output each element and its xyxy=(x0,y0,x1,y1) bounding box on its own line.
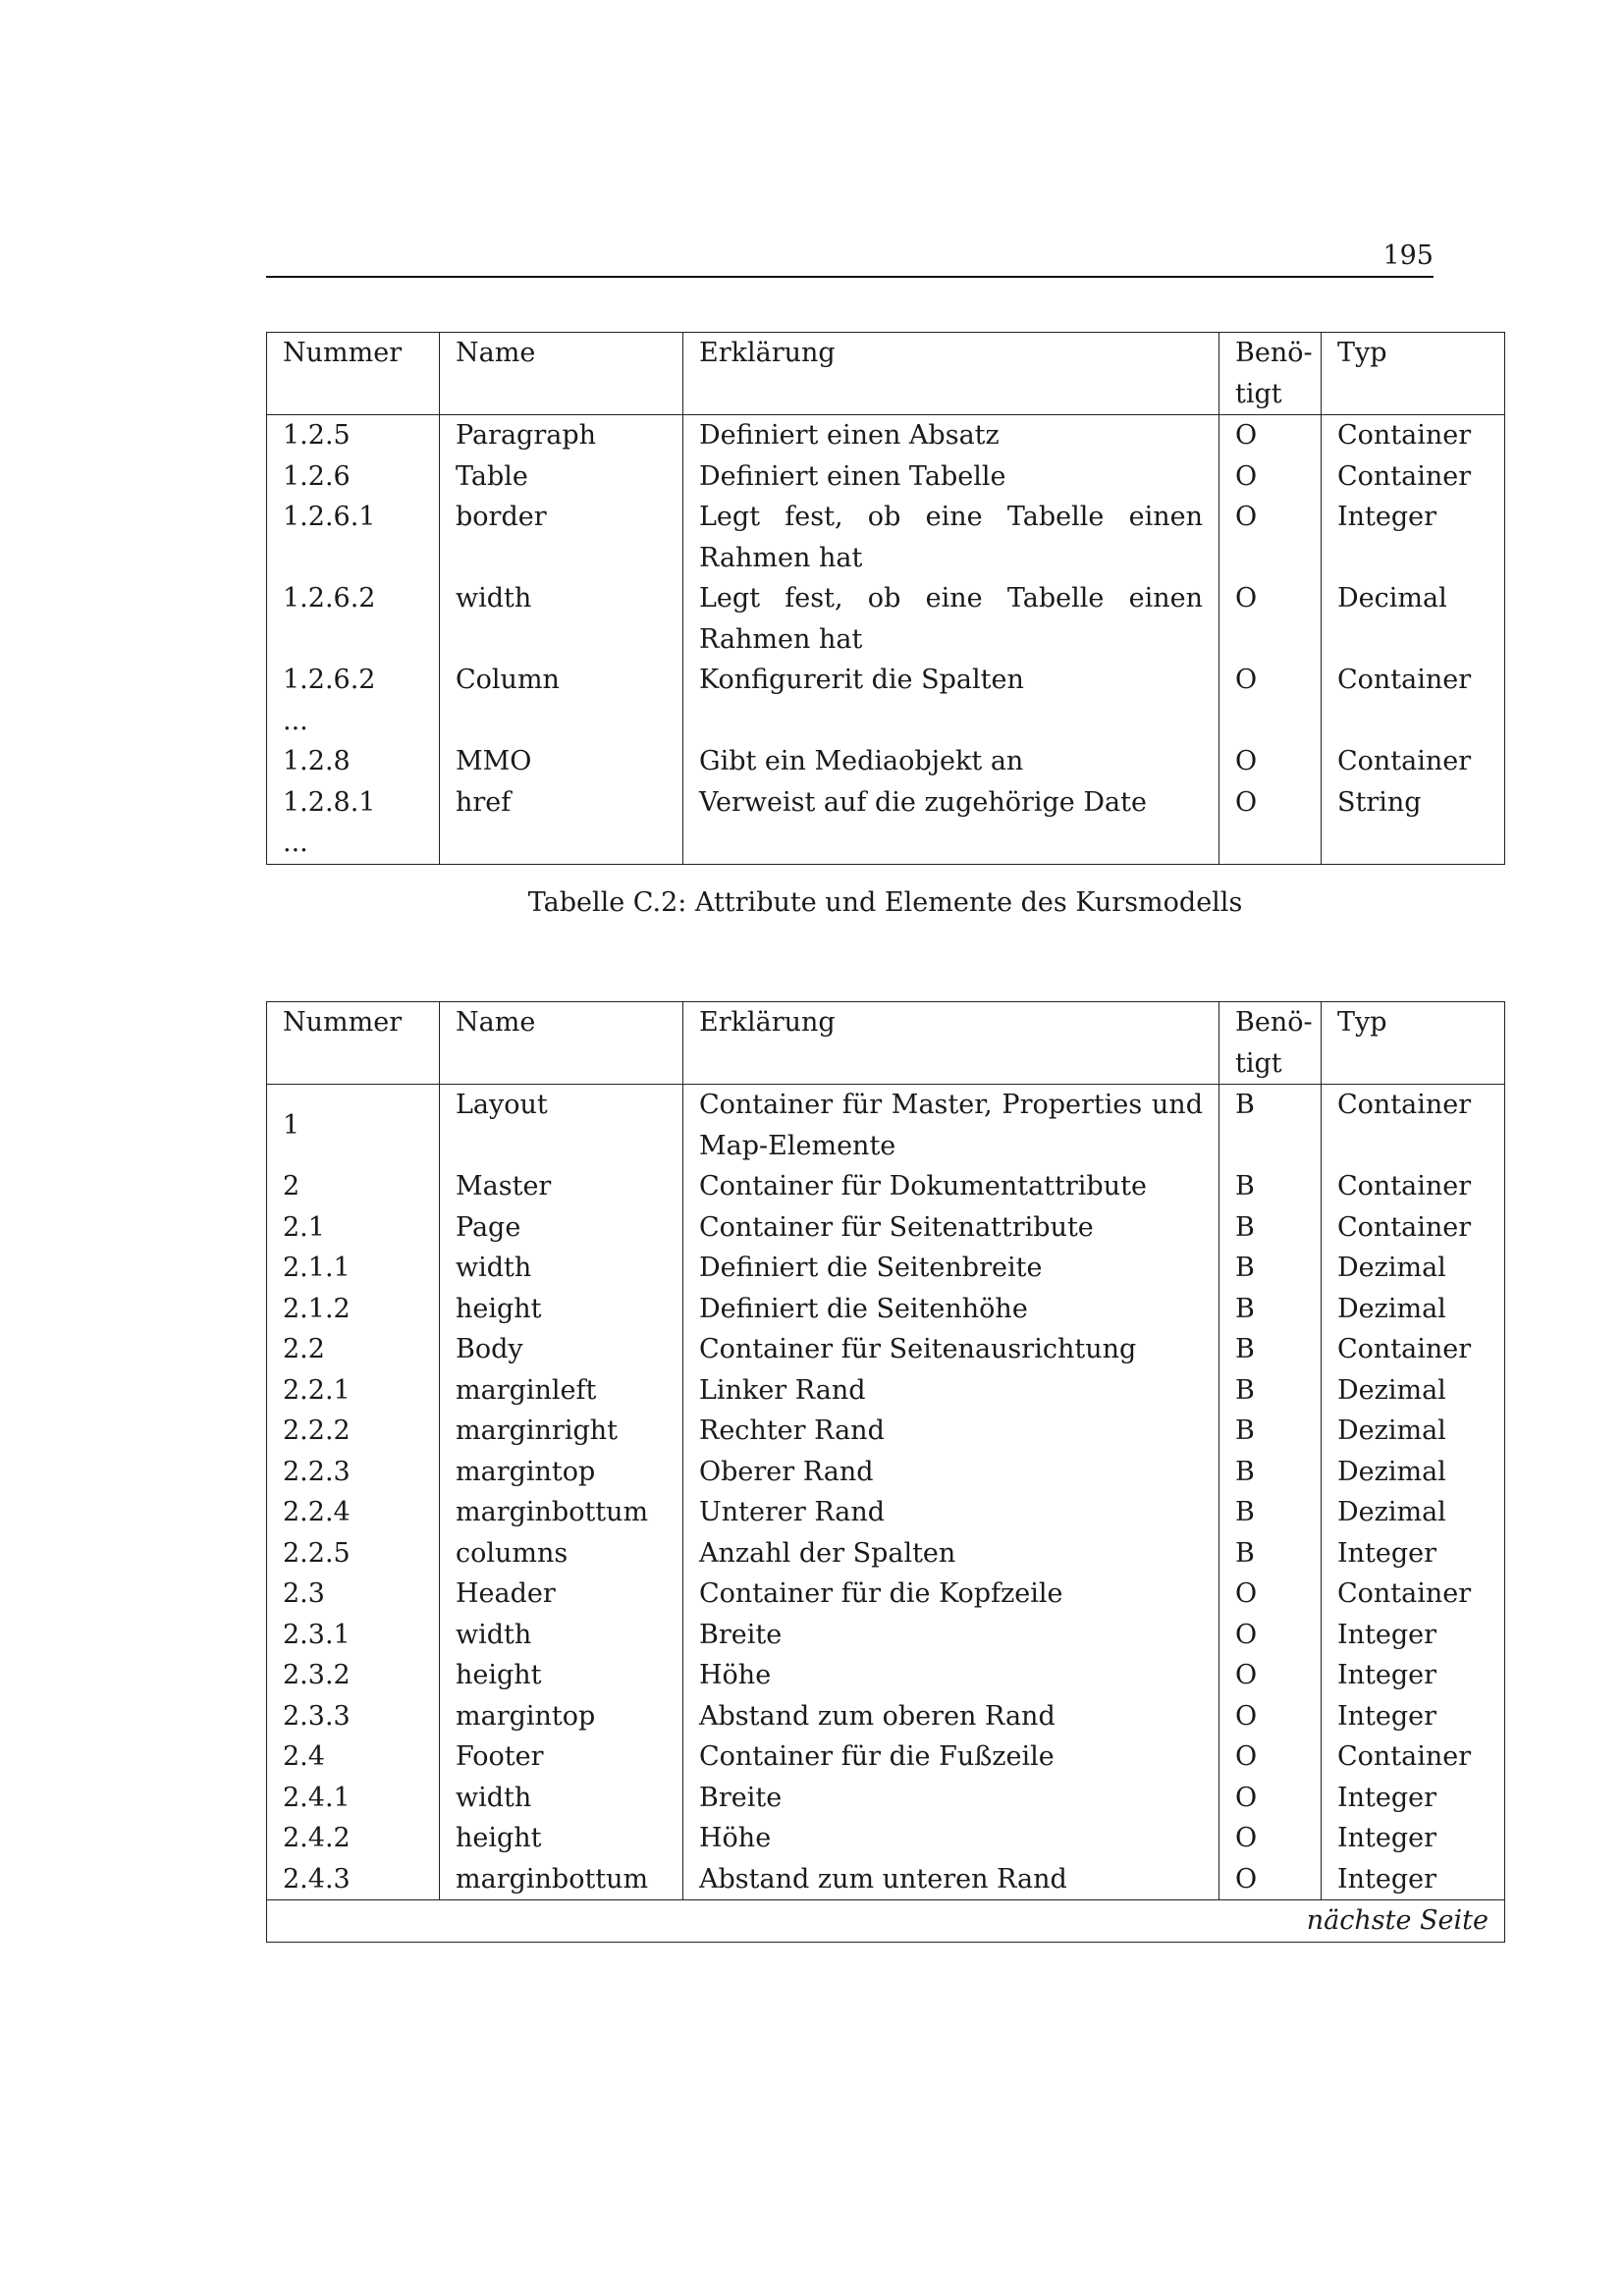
cell-name xyxy=(440,701,683,742)
cell-typ: Container xyxy=(1322,415,1505,456)
cell-nummer: 2.4.1 xyxy=(267,1778,440,1819)
cell-name: height xyxy=(440,1818,683,1859)
cell-name: Layout xyxy=(440,1085,683,1167)
cell-benoetigt: O xyxy=(1219,660,1322,701)
table-row xyxy=(267,1166,1505,1207)
cell-name: marginbottum xyxy=(440,1859,683,1900)
cell-typ: Container xyxy=(1322,456,1505,498)
header-name: Name xyxy=(440,333,683,415)
cell-erklaerung: Definiert einen Tabelle xyxy=(683,456,1219,498)
cell-typ: Dezimal xyxy=(1322,1452,1505,1493)
table-row xyxy=(267,660,1505,701)
table-row xyxy=(267,415,1505,456)
cell-erklaerung: Container für die Fußzeile xyxy=(683,1736,1219,1778)
cell-erklaerung: Container für Seitenattribute xyxy=(683,1207,1219,1249)
cell-name: width xyxy=(440,1248,683,1289)
cell-nummer: 2.1.1 xyxy=(267,1248,440,1289)
cell-typ xyxy=(1322,823,1505,864)
table-row xyxy=(267,701,1505,742)
cell-typ: Dezimal xyxy=(1322,1370,1505,1412)
header-nummer: Nummer xyxy=(267,1002,440,1085)
cell-name: margintop xyxy=(440,1452,683,1493)
table-row xyxy=(267,823,1505,864)
cell-erklaerung: Rechter Rand xyxy=(683,1411,1219,1452)
cell-typ: Dezimal xyxy=(1322,1492,1505,1533)
cell-nummer: 2.2.3 xyxy=(267,1452,440,1493)
cell-nummer: 2 xyxy=(267,1166,440,1207)
table-row xyxy=(267,1736,1505,1778)
cell-erklaerung: Unterer Rand xyxy=(683,1492,1219,1533)
cell-typ: Integer xyxy=(1322,1696,1505,1737)
continuation-note: nächste Seite xyxy=(267,1900,1505,1943)
cell-typ: Integer xyxy=(1322,497,1505,578)
cell-nummer: 1.2.8.1 xyxy=(267,782,440,824)
cell-nummer: 2.2.4 xyxy=(267,1492,440,1533)
table-row xyxy=(267,782,1505,824)
cell-typ: String xyxy=(1322,782,1505,824)
cell-benoetigt: B xyxy=(1219,1207,1322,1249)
cell-name: border xyxy=(440,497,683,578)
cell-benoetigt: B xyxy=(1219,1411,1322,1452)
cell-benoetigt: O xyxy=(1219,456,1322,498)
header-benoetigt xyxy=(1219,333,1322,415)
table-row xyxy=(267,1248,1505,1289)
table-row xyxy=(267,1452,1505,1493)
cell-nummer: 2.2.2 xyxy=(267,1411,440,1452)
cell-typ: Integer xyxy=(1322,1533,1505,1575)
header-benoetigt xyxy=(1219,1002,1322,1085)
table-row xyxy=(267,456,1505,498)
table-row xyxy=(267,578,1505,660)
header-erklaerung: Erklärung xyxy=(683,1002,1219,1085)
cell-typ: Integer xyxy=(1322,1818,1505,1859)
cell-name: height xyxy=(440,1289,683,1330)
cell-name: Footer xyxy=(440,1736,683,1778)
cell-typ xyxy=(1322,701,1505,742)
table-row xyxy=(267,1574,1505,1615)
cell-benoetigt: O xyxy=(1219,497,1322,578)
cell-name: height xyxy=(440,1655,683,1696)
cell-typ: Container xyxy=(1322,741,1505,782)
cell-erklaerung: Abstand zum unteren Rand xyxy=(683,1859,1219,1900)
cell-benoetigt: O xyxy=(1219,782,1322,824)
cell-benoetigt: O xyxy=(1219,578,1322,660)
table-row xyxy=(267,1696,1505,1737)
cell-typ: Container xyxy=(1322,1736,1505,1778)
cell-erklaerung: Definiert die Seitenbreite xyxy=(683,1248,1219,1289)
cell-typ: Integer xyxy=(1322,1615,1505,1656)
table-header-row xyxy=(267,1002,1505,1085)
table-caption: Tabelle C.2: Attribute und Elemente des Kursmodells xyxy=(527,887,1243,918)
cell-typ: Container xyxy=(1322,660,1505,701)
cell-nummer: 2.3 xyxy=(267,1574,440,1615)
cell-erklaerung: Legt fest, ob eine Tabelle einen Rahmen hat xyxy=(683,578,1219,660)
cell-benoetigt: O xyxy=(1219,1778,1322,1819)
cell-name: width xyxy=(440,1615,683,1656)
cell-nummer: 1.2.5 xyxy=(267,415,440,456)
cell-typ: Decimal xyxy=(1322,578,1505,660)
cell-benoetigt: B xyxy=(1219,1248,1322,1289)
cell-name: href xyxy=(440,782,683,824)
cell-typ: Container xyxy=(1322,1329,1505,1370)
cell-name xyxy=(440,823,683,864)
cell-benoetigt: O xyxy=(1219,1615,1322,1656)
cell-benoetigt xyxy=(1219,823,1322,864)
cell-name: MMO xyxy=(440,741,683,782)
cell-benoetigt: B xyxy=(1219,1085,1322,1167)
cell-typ: Integer xyxy=(1322,1655,1505,1696)
cell-nummer: 1.2.6 xyxy=(267,456,440,498)
header-benoetigt-line1: Benö- xyxy=(1235,338,1313,368)
cell-erklaerung: Breite xyxy=(683,1778,1219,1819)
cell-nummer: 2.4.2 xyxy=(267,1818,440,1859)
cell-erklaerung: Container für Seitenausrichtung xyxy=(683,1329,1219,1370)
cell-benoetigt: B xyxy=(1219,1492,1322,1533)
cell-erklaerung: Definiert einen Absatz xyxy=(683,415,1219,456)
cell-name: width xyxy=(440,1778,683,1819)
cell-erklaerung: Legt fest, ob eine Tabelle einen Rahmen hat xyxy=(683,497,1219,578)
cell-typ: Dezimal xyxy=(1322,1289,1505,1330)
header-nummer: Nummer xyxy=(267,333,440,415)
cell-name: margintop xyxy=(440,1696,683,1737)
table-row xyxy=(267,1492,1505,1533)
cell-typ: Container xyxy=(1322,1166,1505,1207)
attributes-table-2 xyxy=(266,1001,1505,1943)
header-typ: Typ xyxy=(1322,1002,1505,1085)
table-row xyxy=(267,1370,1505,1412)
cell-typ: Integer xyxy=(1322,1859,1505,1900)
cell-erklaerung: Container für die Kopfzeile xyxy=(683,1574,1219,1615)
attributes-table-1 xyxy=(266,332,1505,865)
cell-benoetigt: O xyxy=(1219,1859,1322,1900)
cell-benoetigt: B xyxy=(1219,1166,1322,1207)
cell-name: Column xyxy=(440,660,683,701)
table-row xyxy=(267,1655,1505,1696)
cell-nummer: 2.1.2 xyxy=(267,1289,440,1330)
cell-name: Paragraph xyxy=(440,415,683,456)
cell-nummer: 2.2 xyxy=(267,1329,440,1370)
table-header-row xyxy=(267,333,1505,415)
cell-nummer: 2.4.3 xyxy=(267,1859,440,1900)
cell-nummer: 2.4 xyxy=(267,1736,440,1778)
header-benoetigt-line2: tigt xyxy=(1235,378,1282,409)
cell-erklaerung: Gibt ein Mediaobjekt an xyxy=(683,741,1219,782)
cell-benoetigt: O xyxy=(1219,1818,1322,1859)
cell-benoetigt: B xyxy=(1219,1289,1322,1330)
cell-name: width xyxy=(440,578,683,660)
cell-nummer: 1.2.8 xyxy=(267,741,440,782)
cell-nummer: 2.1 xyxy=(267,1207,440,1249)
cell-nummer: 2.2.1 xyxy=(267,1370,440,1412)
cell-erklaerung xyxy=(683,823,1219,864)
cell-name: marginright xyxy=(440,1411,683,1452)
header-benoetigt-line2: tigt xyxy=(1235,1047,1282,1079)
cell-typ: Integer xyxy=(1322,1778,1505,1819)
table-row xyxy=(267,741,1505,782)
cell-name: Body xyxy=(440,1329,683,1370)
cell-erklaerung: Abstand zum oberen Rand xyxy=(683,1696,1219,1737)
cell-typ: Container xyxy=(1322,1085,1505,1167)
cell-typ: Dezimal xyxy=(1322,1411,1505,1452)
cell-benoetigt: B xyxy=(1219,1329,1322,1370)
cell-erklaerung: Höhe xyxy=(683,1655,1219,1696)
cell-name: Header xyxy=(440,1574,683,1615)
table-row xyxy=(267,1289,1505,1330)
cell-nummer: ... xyxy=(267,701,440,742)
cell-nummer: 1.2.6.1 xyxy=(267,497,440,578)
cell-erklaerung: Höhe xyxy=(683,1818,1219,1859)
cell-erklaerung: Oberer Rand xyxy=(683,1452,1219,1493)
table-row xyxy=(267,1818,1505,1859)
cell-benoetigt: O xyxy=(1219,741,1322,782)
cell-nummer: 1.2.6.2 xyxy=(267,578,440,660)
page-number: 195 xyxy=(1382,240,1434,271)
cell-benoetigt xyxy=(1219,701,1322,742)
continuation-row xyxy=(267,1900,1505,1943)
cell-nummer: 2.3.3 xyxy=(267,1696,440,1737)
cell-benoetigt: O xyxy=(1219,1574,1322,1615)
table-row xyxy=(267,1085,1505,1167)
cell-benoetigt: O xyxy=(1219,415,1322,456)
header-rule xyxy=(266,276,1434,278)
cell-nummer: ... xyxy=(267,823,440,864)
header-erklaerung: Erklärung xyxy=(683,333,1219,415)
table-row xyxy=(267,1778,1505,1819)
cell-benoetigt: B xyxy=(1219,1370,1322,1412)
cell-nummer: 2.3.2 xyxy=(267,1655,440,1696)
cell-erklaerung: Konfigurerit die Spalten xyxy=(683,660,1219,701)
cell-nummer: 2.3.1 xyxy=(267,1615,440,1656)
cell-erklaerung: Container für Master, Properties und Map-Elemente xyxy=(683,1085,1219,1167)
cell-erklaerung: Breite xyxy=(683,1615,1219,1656)
cell-benoetigt: B xyxy=(1219,1533,1322,1575)
cell-erklaerung: Verweist auf die zugehörige Date xyxy=(683,782,1219,824)
cell-benoetigt: B xyxy=(1219,1452,1322,1493)
cell-benoetigt: O xyxy=(1219,1655,1322,1696)
cell-benoetigt: O xyxy=(1219,1736,1322,1778)
cell-nummer: 1.2.6.2 xyxy=(267,660,440,701)
cell-typ: Container xyxy=(1322,1207,1505,1249)
table-row xyxy=(267,1329,1505,1370)
cell-name: marginleft xyxy=(440,1370,683,1412)
cell-name: columns xyxy=(440,1533,683,1575)
cell-name: Table xyxy=(440,456,683,498)
cell-benoetigt: O xyxy=(1219,1696,1322,1737)
table-row xyxy=(267,497,1505,578)
cell-typ: Dezimal xyxy=(1322,1248,1505,1289)
cell-nummer: 2.2.5 xyxy=(267,1533,440,1575)
cell-erklaerung: Definiert die Seitenhöhe xyxy=(683,1289,1219,1330)
table-row xyxy=(267,1207,1505,1249)
cell-erklaerung: Linker Rand xyxy=(683,1370,1219,1412)
table-row xyxy=(267,1859,1505,1900)
header-benoetigt-line1: Benö- xyxy=(1235,1007,1313,1038)
cell-erklaerung: Anzahl der Spalten xyxy=(683,1533,1219,1575)
cell-erklaerung xyxy=(683,701,1219,742)
header-typ: Typ xyxy=(1322,333,1505,415)
cell-erklaerung: Container für Dokumentattribute xyxy=(683,1166,1219,1207)
cell-typ: Container xyxy=(1322,1574,1505,1615)
cell-name: marginbottum xyxy=(440,1492,683,1533)
cell-name: Master xyxy=(440,1166,683,1207)
cell-name: Page xyxy=(440,1207,683,1249)
table-row xyxy=(267,1533,1505,1575)
table-row xyxy=(267,1615,1505,1656)
table-row xyxy=(267,1411,1505,1452)
header-name: Name xyxy=(440,1002,683,1085)
cell-nummer: 1 xyxy=(267,1085,440,1167)
